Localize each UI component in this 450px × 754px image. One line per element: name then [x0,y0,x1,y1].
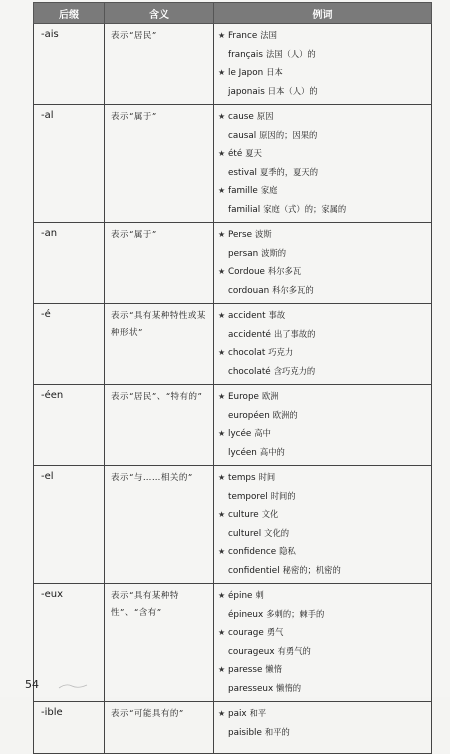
suffix-cell: -éen [34,385,105,466]
french-word: épine [228,591,253,601]
examples-cell [214,466,432,584]
example-line [218,307,429,326]
suffix-cell: -ible [34,702,105,754]
table-row [34,24,432,105]
french-word: temps [228,473,256,483]
example-line [218,127,429,146]
french-word: persan [228,248,259,259]
chinese-gloss: 法国 [260,30,277,40]
example-line [218,263,429,282]
example-line [218,201,429,220]
suffix-cell: -eux [34,584,105,702]
meaning-cell: 表示“居民”、“特有的” [105,385,214,466]
example-line [218,27,429,46]
example-line [218,680,429,699]
example-line [218,606,429,625]
example-line [218,543,429,562]
example-line [218,226,429,245]
chinese-gloss: 家庭（式）的；家属的 [263,203,347,214]
star-icon: ★ [218,112,226,121]
french-word: causal [228,130,257,141]
example-line [218,182,429,201]
examples-cell [214,223,432,304]
suffix-table [33,2,432,754]
star-icon: ★ [218,186,226,195]
example-line [218,108,429,127]
example-line [218,83,429,102]
french-word: culturel [228,528,262,539]
example-line [218,444,429,463]
chinese-gloss: 夏天 [245,148,262,158]
chinese-gloss: 法国（人）的 [265,48,316,59]
french-word: temporel [228,491,268,502]
suffix-cell: -é [34,304,105,385]
example-line [218,164,429,183]
chinese-gloss: 隐私 [279,546,296,556]
example-line [218,562,429,581]
french-word: paisible [228,727,262,738]
meaning-cell: 表示“居民” [105,24,214,105]
french-word: courageux [228,646,275,657]
french-word: accidenté [228,329,271,340]
star-icon: ★ [218,230,226,239]
chinese-gloss: 科尔多瓦 [267,266,302,276]
french-word: européen [228,410,270,421]
chinese-gloss: 欧洲的 [272,409,298,420]
chinese-gloss: 懒惰 [265,664,282,674]
example-line [218,344,429,363]
meaning-cell: 表示“与……相关的” [105,466,214,584]
example-line [218,388,429,407]
example-line [218,64,429,83]
french-word: lycée [228,429,252,439]
french-word: le Japon [228,68,264,78]
star-icon: ★ [218,510,226,519]
star-icon: ★ [218,267,226,276]
example-line [218,326,429,345]
chinese-gloss: 含巧克力的 [273,365,316,376]
table-row [34,584,432,702]
star-icon: ★ [218,591,226,600]
chinese-gloss: 科尔多瓦的 [272,284,314,295]
french-word: paresse [228,665,263,675]
example-line [218,469,429,488]
examples-cell [214,385,432,466]
star-icon: ★ [218,429,226,438]
examples-cell [214,702,432,754]
suffix-cell: -al [34,105,105,223]
french-word: cordouan [228,285,270,296]
star-icon: ★ [218,348,226,357]
pen-mark [58,682,88,690]
chinese-gloss: 和平的 [264,726,290,737]
table-header-row [34,3,432,24]
meaning-cell: 表示“具有某种特性或某种形状” [105,304,214,385]
header-examples: 例词 [214,3,432,24]
french-word: France [228,31,258,41]
french-word: Perse [228,230,253,240]
french-word: été [228,149,243,159]
french-word: estival [228,167,257,178]
chinese-gloss: 波斯 [255,229,272,239]
chinese-gloss: 秘密的；机密的 [282,564,341,575]
example-line [218,407,429,426]
example-line [218,282,429,301]
header-suffix: 后缀 [34,3,105,24]
chinese-gloss: 夏季的，夏天的 [259,166,319,177]
french-word: Europe [228,392,259,402]
chinese-gloss: 时间的 [270,490,296,501]
examples-cell [214,304,432,385]
chinese-gloss: 文化的 [264,527,290,538]
example-line [218,724,429,743]
french-word: culture [228,510,259,520]
chinese-gloss: 家庭 [260,185,278,195]
example-line [218,46,429,65]
chinese-gloss: 文化 [261,509,279,519]
french-word: paresseux [228,683,274,694]
chinese-gloss: 巧克力 [268,347,294,357]
table-row [34,466,432,584]
example-line [218,506,429,525]
meaning-cell: 表示“可能具有的” [105,702,214,754]
table-row [34,223,432,304]
example-line [218,425,429,444]
star-icon: ★ [218,547,226,556]
chinese-gloss: 欧洲 [261,391,279,401]
french-word: accident [228,311,266,321]
star-icon: ★ [218,31,226,40]
star-icon: ★ [218,311,226,320]
chinese-gloss: 懒惰的 [276,682,302,693]
meaning-cell: 表示“具有某种特性”、“含有” [105,584,214,702]
example-line [218,145,429,164]
suffix-cell: -an [34,223,105,304]
table-body [34,24,432,754]
suffix-cell: -el [34,466,105,584]
header-meaning: 含义 [105,3,214,24]
example-line [218,661,429,680]
star-icon: ★ [218,68,226,77]
french-word: épineux [228,609,264,620]
chinese-gloss: 事故 [268,310,286,320]
chinese-gloss: 波斯的 [261,247,287,258]
chinese-gloss: 高中的 [259,446,285,457]
meaning-cell: 表示“属于” [105,105,214,223]
chinese-gloss: 日本 [266,67,283,77]
example-line [218,525,429,544]
french-word: lycéen [228,447,257,458]
table-row [34,304,432,385]
chinese-gloss: 原因的；因果的 [259,129,318,140]
star-icon: ★ [218,473,226,482]
example-line [218,705,429,724]
chinese-gloss: 原因 [256,111,274,121]
chinese-gloss: 高中 [254,428,271,438]
page-number: 54 [25,678,39,691]
star-icon: ★ [218,709,226,718]
french-word: familial [228,204,261,215]
chinese-gloss: 多刺的；棘手的 [266,608,325,619]
examples-cell [214,584,432,702]
french-word: cause [228,112,254,122]
suffix-cell: -ais [34,24,105,105]
examples-cell [214,24,432,105]
example-line [218,624,429,643]
chinese-gloss: 时间 [258,472,276,482]
french-word: français [228,49,263,60]
chinese-gloss: 日本（人）的 [267,85,318,96]
french-word: famille [228,186,258,196]
star-icon: ★ [218,149,226,158]
chinese-gloss: 有勇气的 [277,645,311,656]
table-row [34,385,432,466]
example-line [218,587,429,606]
french-word: confidentiel [228,565,280,576]
chinese-gloss: 刺 [255,590,264,600]
meaning-cell: 表示“属于” [105,223,214,304]
french-word: chocolat [228,348,266,358]
star-icon: ★ [218,628,226,637]
table-row [34,702,432,754]
example-line [218,643,429,662]
french-word: Cordoue [228,267,265,277]
example-line [218,245,429,264]
table-row [34,105,432,223]
french-word: courage [228,628,264,638]
french-word: paix [228,709,247,719]
example-line [218,363,429,382]
chinese-gloss: 勇气 [266,627,284,637]
star-icon: ★ [218,665,226,674]
star-icon: ★ [218,392,226,401]
example-line [218,488,429,507]
french-word: chocolaté [228,366,271,377]
french-word: confidence [228,547,277,557]
examples-cell [214,105,432,223]
chinese-gloss: 出了事故的 [273,328,316,339]
chinese-gloss: 和平 [249,708,267,718]
french-word: japonais [228,86,265,97]
